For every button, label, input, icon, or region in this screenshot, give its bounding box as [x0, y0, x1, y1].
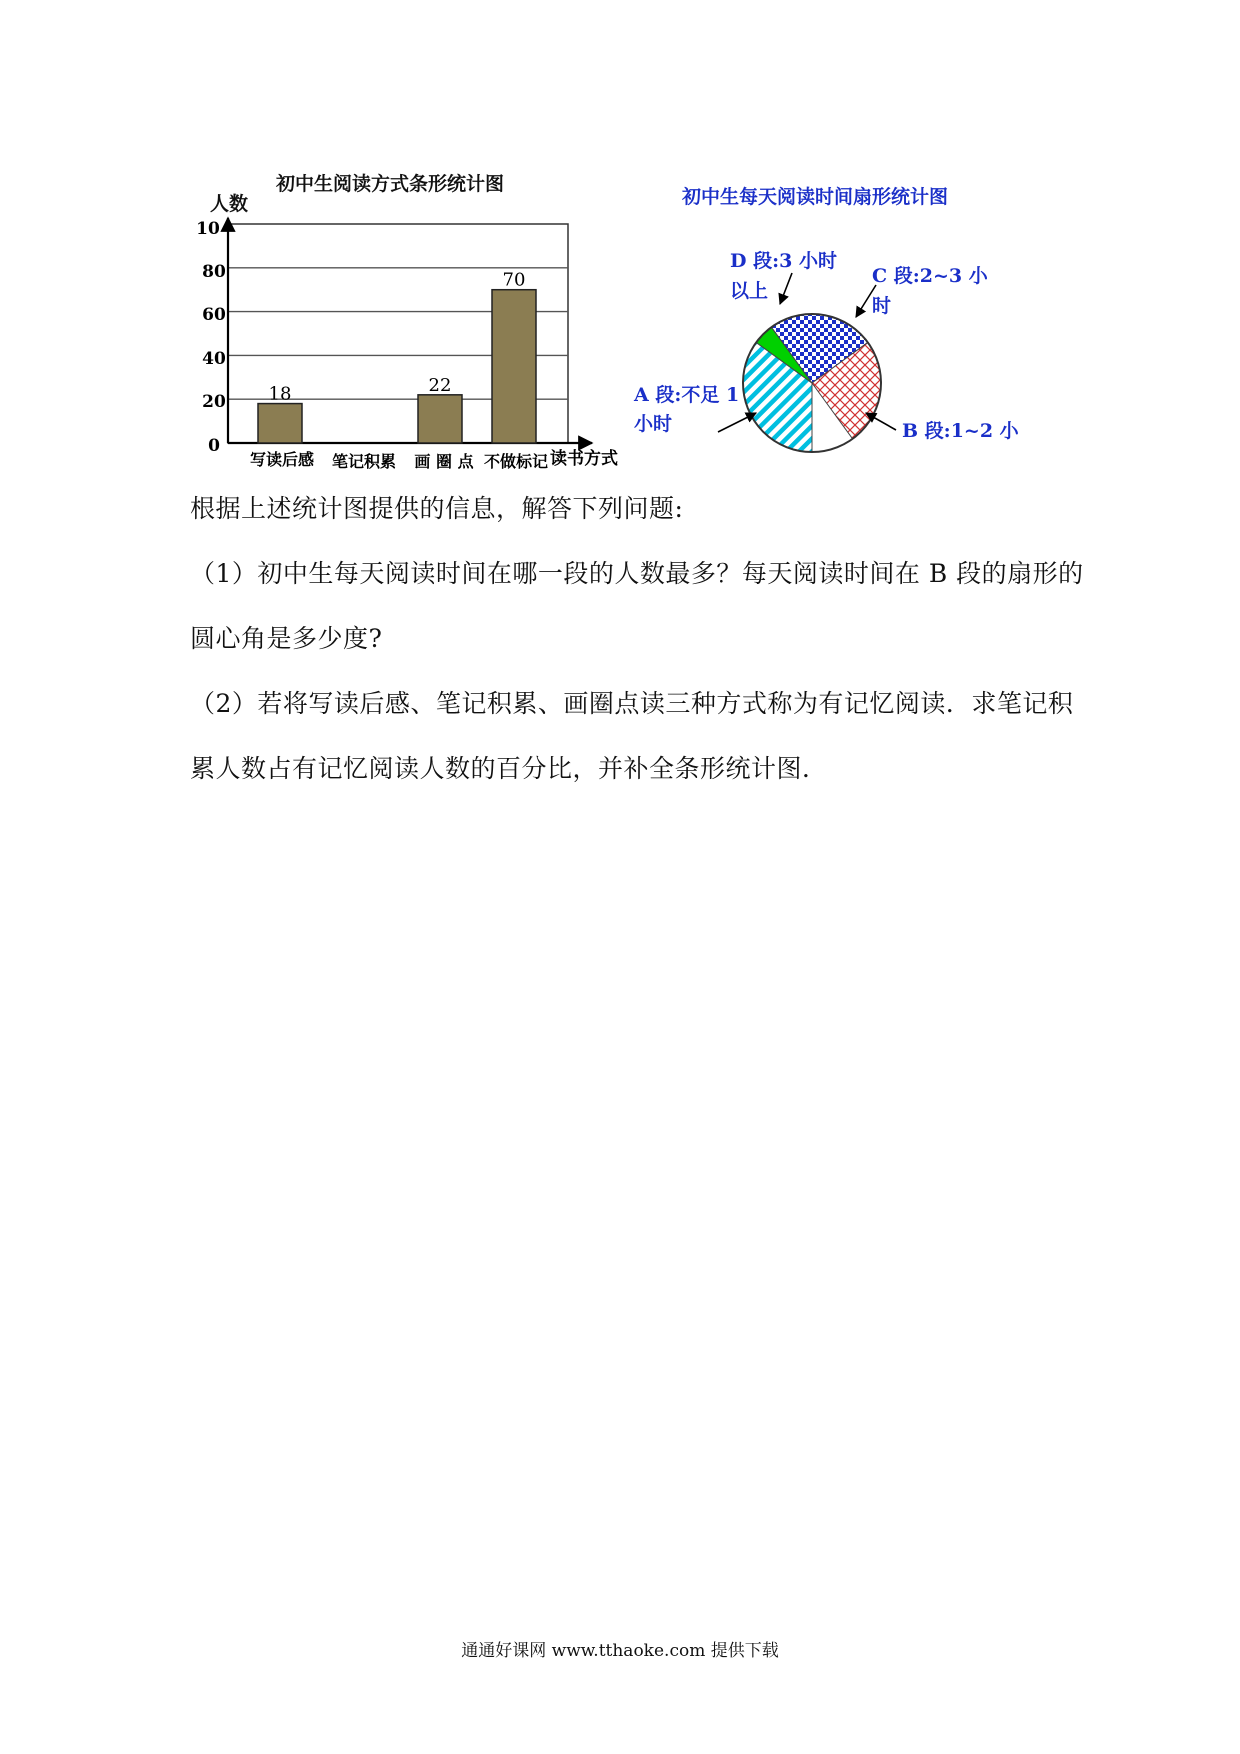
bar-category-label: 写读后感 [249, 450, 315, 469]
bar-huaquandian [418, 395, 462, 443]
y-tick-label: 10 [196, 219, 220, 239]
bar-category-label: 笔记积累 [331, 452, 397, 471]
pie-label-d-line2: 以上 [730, 280, 769, 302]
bar-chart-ylabel: 人数 [210, 193, 249, 215]
question-1-line-2: 圆心角是多少度? [190, 624, 383, 653]
intro-text: 根据上述统计图提供的信息，解答下列问题: [190, 494, 684, 523]
pie-label-a-line2: 小时 [634, 413, 673, 435]
bar-value-label: 18 [268, 383, 292, 405]
pie-label-b: B 段:1~2 小 [902, 420, 1019, 442]
pie-arrow-d [780, 273, 792, 304]
pie-label-c: C 段:2~3 小 [872, 265, 988, 287]
bar-value-label: 22 [428, 374, 452, 396]
pie-arrow-b [866, 413, 896, 430]
pie-label-c-line2: 时 [872, 295, 892, 317]
pie-chart [633, 185, 1020, 452]
y-tick-label: 0 [208, 436, 220, 456]
question-1-line-1: （1）初中生每天阅读时间在哪一段的人数最多？每天阅读时间在 B 段的扇形的 [190, 559, 1084, 588]
pie-arrow-a [718, 413, 756, 432]
y-tick-label: 60 [202, 305, 226, 325]
pie-label-d: D 段:3 小时 [730, 250, 837, 272]
bar-value-label: 70 [502, 269, 526, 291]
footer-credit: 通通好课网 www.tthaoke.com 提供下载 [461, 1641, 779, 1661]
bar-buzuobiaoji [492, 290, 536, 443]
pie-label-a: A 段:不足 1 [634, 384, 740, 406]
y-tick-label: 40 [202, 349, 226, 369]
bar-chart-title: 初中生阅读方式条形统计图 [276, 173, 505, 195]
y-tick-label: 80 [202, 262, 226, 282]
pie-chart-title: 初中生每天阅读时间扇形统计图 [682, 186, 949, 208]
charts-area [0, 0, 1240, 480]
bar-xiedhougan [258, 404, 302, 443]
question-2-line-2: 累人数占有记忆阅读人数的百分比，并补全条形统计图． [190, 754, 828, 783]
bar-chart-xlabel: 读书方式 [550, 449, 618, 469]
bar-chart [196, 172, 618, 471]
question-2-line-1: （2）若将写读后感、笔记积累、画圈点读三种方式称为有记忆阅读．求笔记积 [190, 689, 1074, 718]
bar-category-label: 不做标记 [483, 452, 549, 471]
bar-category-label: 画 圈 点 [414, 452, 474, 471]
y-tick-label: 20 [202, 392, 226, 412]
